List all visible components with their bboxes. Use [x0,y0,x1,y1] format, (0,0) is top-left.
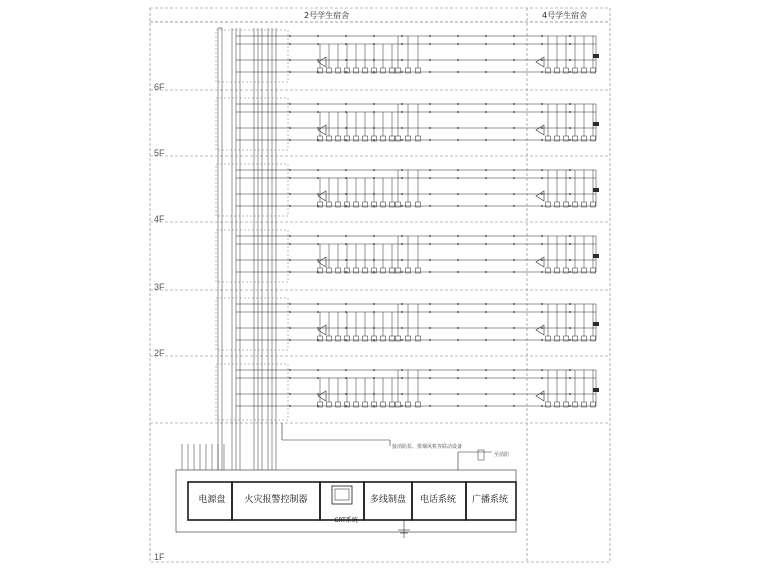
bus-tick [345,169,347,171]
panel-power: 电源盘 [198,495,226,505]
bus-tick [541,393,543,395]
bus-tick [485,103,487,105]
bus-tick [317,393,319,395]
bus-tick [289,259,291,261]
bus-tick [289,169,291,171]
bus-tick [457,235,459,237]
bus-tick [541,43,543,45]
bus-tick [317,43,319,45]
bus-tick [513,139,515,141]
bus-tick [317,235,319,237]
bus-tick [513,103,515,105]
bus-tick [541,369,543,371]
floor-label-5f: 5F [154,148,165,158]
bus-tick [485,43,487,45]
bus-tick [317,103,319,105]
bus-tick [541,339,543,341]
bus-tick [541,139,543,141]
bus-tick [373,339,375,341]
bus-tick [401,177,403,179]
bus-tick [485,339,487,341]
bus-tick [429,393,431,395]
sounder-icon [318,391,326,401]
bus-tick [513,35,515,37]
bus-tick [569,393,571,395]
bus-tick [513,205,515,207]
floor-junction-box [216,298,288,350]
bus-tick [345,139,347,141]
bus-tick [457,393,459,395]
external-module [478,450,484,460]
eol-device [593,188,599,192]
bus-tick [345,71,347,73]
bus-tick [569,303,571,305]
bus-tick [345,127,347,129]
sheet-frame [150,8,610,562]
bus-tick [457,103,459,105]
bus-tick [569,369,571,371]
eol-device [593,322,599,326]
bus-tick [429,193,431,195]
bus-tick [541,405,543,407]
bus-tick [289,235,291,237]
bus-tick [569,35,571,37]
sounder-icon [318,191,326,201]
bus-tick [569,243,571,245]
floor-junction-box [216,230,288,282]
bus-tick [289,311,291,313]
bus-tick [373,139,375,141]
bus-tick [345,259,347,261]
sounder-icon [318,325,326,335]
bus-tick [345,235,347,237]
bus-tick [317,311,319,313]
bus-tick [541,377,543,379]
bus-tick [513,235,515,237]
bus-tick [345,193,347,195]
bus-tick [429,377,431,379]
bus-tick [513,311,515,313]
bus-tick [429,405,431,407]
bus-tick [289,71,291,73]
bus-tick [485,111,487,113]
bus-tick [569,339,571,341]
bus-tick [457,243,459,245]
bus-tick [513,303,515,305]
bus-tick [289,111,291,113]
bus-tick [401,193,403,195]
bus-tick [569,139,571,141]
bus-tick [457,59,459,61]
bus-tick [457,139,459,141]
crt-screen [335,489,349,500]
bus-tick [457,311,459,313]
bus-tick [513,177,515,179]
eol-device [593,122,599,126]
bus-tick [569,103,571,105]
bus-tick [541,271,543,273]
bus-tick [541,327,543,329]
bus-tick [401,71,403,73]
bus-tick [429,169,431,171]
bus-tick [373,71,375,73]
bus-tick [429,103,431,105]
sounder-icon [536,391,544,401]
bus-tick [345,271,347,273]
bus-tick [457,259,459,261]
bus-tick [289,393,291,395]
bus-tick [317,177,319,179]
bus-tick [345,43,347,45]
note-linkage: 接消防泵、排烟风机等联动设备 [392,444,463,450]
bus-tick [289,103,291,105]
bus-tick [345,35,347,37]
bus-tick [345,243,347,245]
bus-tick [345,59,347,61]
bus-tick [513,243,515,245]
sounder-icon [318,125,326,135]
bus-tick [485,59,487,61]
bus-tick [289,405,291,407]
bus-tick [317,303,319,305]
bus-tick [289,127,291,129]
bus-tick [457,271,459,273]
bus-tick [373,405,375,407]
bus-tick [345,103,347,105]
bus-tick [345,405,347,407]
eol-device [593,388,599,392]
bus-tick [401,311,403,313]
bus-tick [429,177,431,179]
header-building-2: 2号学生宿舍 [304,11,350,20]
bus-tick [317,111,319,113]
bus-tick [401,43,403,45]
bus-tick [401,369,403,371]
bus-tick [289,377,291,379]
sounder-icon [536,325,544,335]
bus-tick [513,271,515,273]
panel-crt-label: CRT系统 [334,517,358,524]
bus-tick [429,43,431,45]
bus-tick [541,177,543,179]
bus-tick [513,43,515,45]
bus-tick [429,369,431,371]
bus-tick [457,111,459,113]
bus-tick [569,169,571,171]
bus-tick [541,235,543,237]
bus-tick [457,35,459,37]
bus-tick [485,235,487,237]
bus-tick [345,303,347,305]
bus-tick [513,259,515,261]
bus-tick [513,111,515,113]
bus-tick [569,235,571,237]
bus-tick [485,35,487,37]
bus-tick [485,303,487,305]
panel-multiline: 多线制盘 [369,495,406,505]
bus-tick [485,377,487,379]
bus-tick [401,303,403,305]
panel-broadcast: 广播系统 [471,495,508,505]
bus-tick [317,369,319,371]
bus-tick [541,59,543,61]
eol-device [593,54,599,58]
bus-tick [289,369,291,371]
sounder-icon [536,125,544,135]
floor-label-6f: 6F [154,82,165,92]
bus-tick [457,377,459,379]
bus-tick [485,169,487,171]
bus-tick [485,127,487,129]
bus-tick [401,271,403,273]
bus-tick [429,205,431,207]
bus-tick [373,235,375,237]
bus-tick [345,205,347,207]
bus-tick [401,259,403,261]
bus-tick [485,139,487,141]
bus-tick [457,327,459,329]
bus-tick [485,369,487,371]
bus-tick [401,339,403,341]
sounder-icon [536,57,544,67]
bus-tick [513,127,515,129]
bus-tick [429,303,431,305]
bus-tick [485,405,487,407]
bus-tick [401,59,403,61]
bus-tick [513,169,515,171]
bus-tick [345,177,347,179]
bus-tick [401,393,403,395]
bus-tick [429,243,431,245]
bus-tick [401,103,403,105]
bus-tick [289,35,291,37]
bus-tick [513,59,515,61]
bus-tick [485,193,487,195]
bus-tick [373,169,375,171]
bus-tick [373,205,375,207]
bus-tick [373,271,375,273]
bus-tick [289,271,291,273]
bus-tick [429,311,431,313]
bus-tick [513,377,515,379]
bus-tick [401,127,403,129]
bus-tick [457,405,459,407]
sounder-icon [318,257,326,267]
bus-tick [569,205,571,207]
sounder-icon [536,191,544,201]
floor-label-2f: 2F [154,348,165,358]
bus-tick [513,339,515,341]
bus-tick [569,377,571,379]
bus-tick [541,243,543,245]
bus-tick [513,369,515,371]
bus-tick [289,177,291,179]
bus-tick [317,243,319,245]
bus-tick [541,35,543,37]
bus-tick [345,393,347,395]
bus-tick [457,205,459,207]
bus-tick [569,311,571,313]
bus-tick [485,271,487,273]
bus-tick [457,193,459,195]
bus-tick [289,205,291,207]
bus-tick [373,303,375,305]
bus-tick [401,377,403,379]
bus-tick [569,127,571,129]
bus-tick [289,327,291,329]
bus-tick [429,235,431,237]
bus-tick [289,43,291,45]
bus-tick [401,235,403,237]
bus-tick [345,377,347,379]
bus-tick [513,71,515,73]
bus-tick [317,127,319,129]
bus-tick [457,71,459,73]
bus-tick [317,327,319,329]
bus-tick [317,193,319,195]
bus-tick [513,393,515,395]
bus-tick [541,311,543,313]
bus-tick [485,205,487,207]
bus-tick [485,327,487,329]
bus-tick [401,169,403,171]
bus-tick [429,111,431,113]
bus-tick [569,111,571,113]
bus-tick [289,193,291,195]
bus-tick [457,369,459,371]
bus-tick [541,169,543,171]
bus-tick [457,127,459,129]
bus-tick [345,369,347,371]
floor-junction-box [216,30,288,82]
bus-tick [429,327,431,329]
bus-tick [569,59,571,61]
bus-tick [429,71,431,73]
bus-tick [513,405,515,407]
bus-tick [429,259,431,261]
header-building-4: 4号学生宿舍 [542,11,588,20]
floor-junction-box [216,98,288,150]
bus-tick [485,393,487,395]
bus-tick [429,127,431,129]
floor-junction-box [216,364,288,420]
bus-tick [569,177,571,179]
bus-tick [373,103,375,105]
bus-tick [541,103,543,105]
bus-tick [401,111,403,113]
bus-tick [373,369,375,371]
bus-tick [345,339,347,341]
panel-phone: 电话系统 [419,495,456,505]
bus-tick [401,243,403,245]
bus-tick [345,327,347,329]
bus-tick [541,303,543,305]
bus-tick [569,43,571,45]
bus-tick [289,339,291,341]
bus-tick [429,139,431,141]
bus-tick [401,205,403,207]
bus-tick [513,193,515,195]
floor-label-3f: 3F [154,282,165,292]
bus-tick [317,169,319,171]
bus-tick [289,243,291,245]
floor-label-1f: 1F [154,552,165,562]
bus-tick [317,35,319,37]
bus-tick [429,271,431,273]
bus-tick [485,177,487,179]
bus-tick [541,71,543,73]
bus-tick [513,327,515,329]
floor-label-4f: 4F [154,214,165,224]
bus-tick [569,71,571,73]
bus-tick [429,339,431,341]
bus-tick [345,311,347,313]
bus-tick [457,169,459,171]
bus-tick [457,43,459,45]
bus-tick [541,193,543,195]
floor-junction-box [216,164,288,216]
bus-tick [457,177,459,179]
bus-tick [289,59,291,61]
bus-tick [569,405,571,407]
bus-tick [485,243,487,245]
bus-tick [485,259,487,261]
bus-tick [401,139,403,141]
sounder-icon [536,257,544,267]
sounder-icon [318,57,326,67]
bus-tick [541,127,543,129]
bus-tick [569,193,571,195]
bus-tick [569,259,571,261]
bus-tick [373,35,375,37]
bus-tick [457,303,459,305]
bus-tick [317,259,319,261]
note-side-tag: 至消防 [494,452,510,458]
bus-tick [401,35,403,37]
bus-tick [485,71,487,73]
bus-tick [485,311,487,313]
bus-tick [401,405,403,407]
bus-tick [569,327,571,329]
bus-tick [345,111,347,113]
bus-tick [541,205,543,207]
bus-tick [289,303,291,305]
bus-tick [429,35,431,37]
bus-tick [317,59,319,61]
bus-tick [429,59,431,61]
bus-tick [457,339,459,341]
bus-tick [569,271,571,273]
bus-tick [317,377,319,379]
bus-tick [541,259,543,261]
bus-tick [401,327,403,329]
eol-device [593,254,599,258]
panel-fire-controller: 火灾报警控制器 [244,495,308,505]
bus-tick [289,139,291,141]
bus-tick [541,111,543,113]
